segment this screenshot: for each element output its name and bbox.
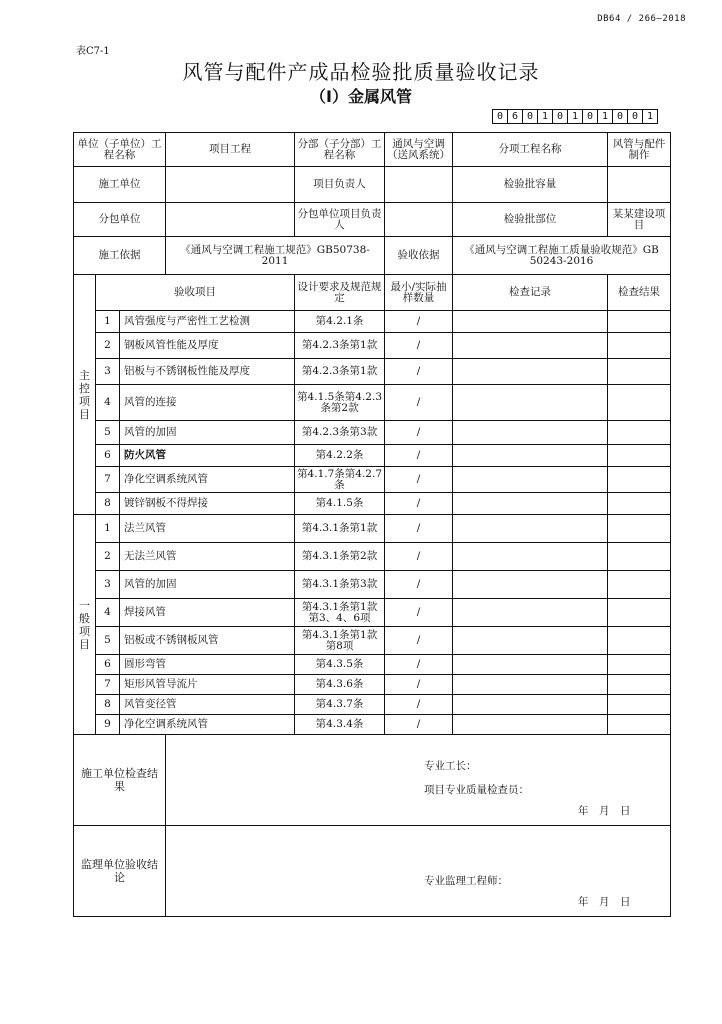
row-spec: 第4.3.7条 bbox=[295, 695, 385, 715]
row-result[interactable] bbox=[608, 715, 671, 735]
row-record[interactable] bbox=[453, 493, 608, 515]
row-sample: / bbox=[385, 627, 453, 655]
row-spec: 第4.2.1条 bbox=[295, 311, 385, 333]
sub-value: 通风与空调（送风系统） bbox=[385, 133, 453, 167]
location-value: 某某建设项目 bbox=[608, 203, 671, 237]
row-result[interactable] bbox=[608, 675, 671, 695]
row-sample: / bbox=[385, 493, 453, 515]
row-number: 3 bbox=[96, 571, 120, 599]
contractor-label: 施工单位 bbox=[74, 167, 166, 203]
vertical-char: 控 bbox=[79, 381, 90, 395]
row-result[interactable] bbox=[608, 543, 671, 571]
supervisor-conclusion-content[interactable] bbox=[166, 826, 671, 917]
standard-code: DB64 / 266—2018 bbox=[597, 14, 686, 24]
row-result[interactable] bbox=[608, 655, 671, 675]
row-item-name: 风管强度与严密性工艺检测 bbox=[120, 311, 295, 333]
row-record[interactable] bbox=[453, 445, 608, 467]
row-number: 5 bbox=[96, 627, 120, 655]
capacity-value[interactable] bbox=[608, 167, 671, 203]
main-control-label bbox=[74, 275, 96, 515]
code-digit: 0 bbox=[582, 109, 598, 124]
row-sample: / bbox=[385, 421, 453, 445]
row-result[interactable] bbox=[608, 385, 671, 421]
code-digit: 0 bbox=[627, 109, 643, 124]
row-result[interactable] bbox=[608, 359, 671, 385]
row-item-name: 风管变径管 bbox=[120, 695, 295, 715]
row-spec: 第4.3.6条 bbox=[295, 675, 385, 695]
row-number: 3 bbox=[96, 359, 120, 385]
row-result[interactable] bbox=[608, 571, 671, 599]
row-result[interactable] bbox=[608, 695, 671, 715]
row-result[interactable] bbox=[608, 493, 671, 515]
table-row bbox=[74, 385, 671, 421]
basis-value: 《通风与空调工程施工规范》GB50738-2011 bbox=[166, 237, 385, 275]
page-subtitle: （I）金属风管 bbox=[310, 87, 412, 106]
vertical-char: 一 bbox=[79, 598, 90, 612]
table-row bbox=[74, 543, 671, 571]
row-record[interactable] bbox=[453, 333, 608, 359]
row-result[interactable] bbox=[608, 311, 671, 333]
col-record-header: 检查记录 bbox=[453, 275, 608, 311]
row-item-name: 风管的加固 bbox=[120, 571, 295, 599]
row-record[interactable] bbox=[453, 715, 608, 735]
table-row bbox=[74, 675, 671, 695]
row-number: 9 bbox=[96, 715, 120, 735]
row-record[interactable] bbox=[453, 385, 608, 421]
table-row bbox=[74, 695, 671, 715]
table-row bbox=[74, 571, 671, 599]
row-spec: 第4.3.1条第1款第8项 bbox=[295, 627, 385, 655]
code-digit: 0 bbox=[612, 109, 628, 124]
table-row bbox=[74, 467, 671, 493]
location-label: 检验批部位 bbox=[453, 203, 608, 237]
col-sample-header: 最小/实际抽样数量 bbox=[385, 275, 453, 311]
row-number: 6 bbox=[96, 655, 120, 675]
row-spec: 第4.3.1条第1款第3、4、6项 bbox=[295, 599, 385, 627]
row-sample: / bbox=[385, 359, 453, 385]
col-result-header: 检查结果 bbox=[608, 275, 671, 311]
row-number: 8 bbox=[96, 493, 120, 515]
row-number: 8 bbox=[96, 695, 120, 715]
row-number: 5 bbox=[96, 421, 120, 445]
supervisor-date: 年 月 日 bbox=[578, 896, 631, 908]
general-items-label bbox=[74, 515, 96, 735]
row-item-name: 防火风管 bbox=[120, 445, 295, 467]
vertical-char: 般 bbox=[79, 611, 90, 625]
subcontractor-label: 分包单位 bbox=[74, 203, 166, 237]
row-sample: / bbox=[385, 715, 453, 735]
row-record[interactable] bbox=[453, 359, 608, 385]
code-digit: 0 bbox=[552, 109, 568, 124]
code-digit: 1 bbox=[567, 109, 583, 124]
row-record[interactable] bbox=[453, 311, 608, 333]
row-item-name: 法兰风管 bbox=[120, 515, 295, 543]
row-result[interactable] bbox=[608, 599, 671, 627]
row-result[interactable] bbox=[608, 333, 671, 359]
row-sample: / bbox=[385, 675, 453, 695]
row-record[interactable] bbox=[453, 627, 608, 655]
table-row bbox=[74, 515, 671, 543]
row-spec: 第4.2.2条 bbox=[295, 445, 385, 467]
row-result[interactable] bbox=[608, 515, 671, 543]
row-spec: 第4.1.5条第4.2.3条第2款 bbox=[295, 385, 385, 421]
row-spec: 第4.2.3条第1款 bbox=[295, 333, 385, 359]
supervisor-conclusion: 监理单位验收结论 bbox=[74, 826, 166, 917]
signoff-row bbox=[74, 826, 671, 917]
row-record[interactable] bbox=[453, 695, 608, 715]
contractor-check-result-content[interactable] bbox=[166, 735, 671, 826]
row-number: 2 bbox=[96, 333, 120, 359]
table-row bbox=[74, 655, 671, 675]
form-number: 表C7-1 bbox=[76, 46, 110, 57]
row-sample: / bbox=[385, 311, 453, 333]
foreman-label: 专业工长： bbox=[424, 760, 477, 772]
row-item-name: 圆形弯管 bbox=[120, 655, 295, 675]
row-number: 1 bbox=[96, 515, 120, 543]
table-row bbox=[74, 421, 671, 445]
row-item-name: 铝板或不锈钢板风管 bbox=[120, 627, 295, 655]
basis-label: 施工依据 bbox=[74, 237, 166, 275]
vertical-char: 项 bbox=[79, 624, 90, 638]
row-item-name: 铝板与不锈钢板性能及厚度 bbox=[120, 359, 295, 385]
row-result[interactable] bbox=[608, 445, 671, 467]
contractor-date: 年 月 日 bbox=[578, 805, 631, 817]
col-item-header: 验收项目 bbox=[96, 275, 295, 311]
code-digit: 6 bbox=[507, 109, 523, 124]
row-item-name: 镀锌钢板不得焊接 bbox=[120, 493, 295, 515]
table-row bbox=[74, 715, 671, 735]
vertical-char: 目 bbox=[79, 407, 90, 421]
unit-label: 单位（子单位）工程名称 bbox=[74, 133, 166, 167]
row-record[interactable] bbox=[453, 599, 608, 627]
col-design-header: 设计要求及规范规定 bbox=[295, 275, 385, 311]
row-result[interactable] bbox=[608, 421, 671, 445]
row-spec: 第4.3.1条第3款 bbox=[295, 571, 385, 599]
row-sample: / bbox=[385, 515, 453, 543]
code-boxes bbox=[493, 109, 658, 124]
row-item-name: 焊接风管 bbox=[120, 599, 295, 627]
row-item-name: 净化空调系统风管 bbox=[120, 715, 295, 735]
engineer-label: 专业监理工程师： bbox=[424, 875, 509, 887]
table-row bbox=[74, 359, 671, 385]
vertical-char: 目 bbox=[79, 637, 90, 651]
manager-value[interactable] bbox=[385, 167, 453, 203]
subcontractor-value[interactable] bbox=[166, 203, 295, 237]
row-item-name: 风管的连接 bbox=[120, 385, 295, 421]
item-label: 分项工程名称 bbox=[453, 133, 608, 167]
row-number: 2 bbox=[96, 543, 120, 571]
accept-basis-label: 验收依据 bbox=[385, 237, 453, 275]
row-sample: / bbox=[385, 445, 453, 467]
row-record[interactable] bbox=[453, 467, 608, 493]
manager-label: 项目负责人 bbox=[295, 167, 385, 203]
row-spec: 第4.2.3条第1款 bbox=[295, 359, 385, 385]
code-digit: 0 bbox=[492, 109, 508, 124]
row-number: 7 bbox=[96, 467, 120, 493]
row-sample: / bbox=[385, 543, 453, 571]
row-spec: 第4.1.5条 bbox=[295, 493, 385, 515]
sub-label: 分部（子分部）工程名称 bbox=[295, 133, 385, 167]
row-number: 7 bbox=[96, 675, 120, 695]
row-sample: / bbox=[385, 333, 453, 359]
row-item-name: 风管的加固 bbox=[120, 421, 295, 445]
table-row bbox=[74, 311, 671, 333]
row-record[interactable] bbox=[453, 515, 608, 543]
row-spec: 第4.3.1条第1款 bbox=[295, 515, 385, 543]
unit-value: 项目工程 bbox=[166, 133, 295, 167]
inspection-table bbox=[73, 132, 671, 917]
row-result[interactable] bbox=[608, 467, 671, 493]
row-sample: / bbox=[385, 695, 453, 715]
code-digit: 1 bbox=[642, 109, 658, 124]
page-title: 风管与配件产成品检验批质量验收记录 bbox=[182, 60, 540, 84]
table-row bbox=[74, 493, 671, 515]
row-record[interactable] bbox=[453, 571, 608, 599]
row-number: 4 bbox=[96, 599, 120, 627]
table-row bbox=[74, 599, 671, 627]
row-spec: 第4.3.5条 bbox=[295, 655, 385, 675]
row-item-name: 矩形风管导流片 bbox=[120, 675, 295, 695]
row-sample: / bbox=[385, 655, 453, 675]
signoff-row bbox=[74, 735, 671, 826]
item-value: 风管与配件制作 bbox=[608, 133, 671, 167]
contractor-value[interactable] bbox=[166, 167, 295, 203]
row-spec: 第4.1.7条第4.2.7条 bbox=[295, 467, 385, 493]
row-sample: / bbox=[385, 571, 453, 599]
row-sample: / bbox=[385, 599, 453, 627]
table-row bbox=[74, 333, 671, 359]
inspector-label: 项目专业质量检查员： bbox=[424, 784, 530, 796]
row-spec: 第4.2.3条第3款 bbox=[295, 421, 385, 445]
row-item-name: 净化空调系统风管 bbox=[120, 467, 295, 493]
row-record[interactable] bbox=[453, 675, 608, 695]
table-row bbox=[74, 627, 671, 655]
code-digit: 1 bbox=[537, 109, 553, 124]
code-digit: 1 bbox=[597, 109, 613, 124]
table-row bbox=[74, 445, 671, 467]
accept-basis-value: 《通风与空调工程施工质量验收规范》GB 50243-2016 bbox=[453, 237, 671, 275]
code-digit: 0 bbox=[522, 109, 538, 124]
row-sample: / bbox=[385, 385, 453, 421]
sub-manager-label: 分包单位项目负责人 bbox=[295, 203, 385, 237]
vertical-char: 主 bbox=[79, 368, 90, 382]
row-sample: / bbox=[385, 467, 453, 493]
row-record[interactable] bbox=[453, 421, 608, 445]
vertical-char: 项 bbox=[79, 394, 90, 408]
row-spec: 第4.3.4条 bbox=[295, 715, 385, 735]
contractor-check-result: 施工单位检查结果 bbox=[74, 735, 166, 826]
row-item-name: 无法兰风管 bbox=[120, 543, 295, 571]
row-record[interactable] bbox=[453, 543, 608, 571]
capacity-label: 检验批容量 bbox=[453, 167, 608, 203]
row-number: 6 bbox=[96, 445, 120, 467]
row-spec: 第4.3.1条第2款 bbox=[295, 543, 385, 571]
sub-manager-value[interactable] bbox=[385, 203, 453, 237]
row-record[interactable] bbox=[453, 655, 608, 675]
row-result[interactable] bbox=[608, 627, 671, 655]
row-item-name: 钢板风管性能及厚度 bbox=[120, 333, 295, 359]
row-number: 1 bbox=[96, 311, 120, 333]
row-number: 4 bbox=[96, 385, 120, 421]
